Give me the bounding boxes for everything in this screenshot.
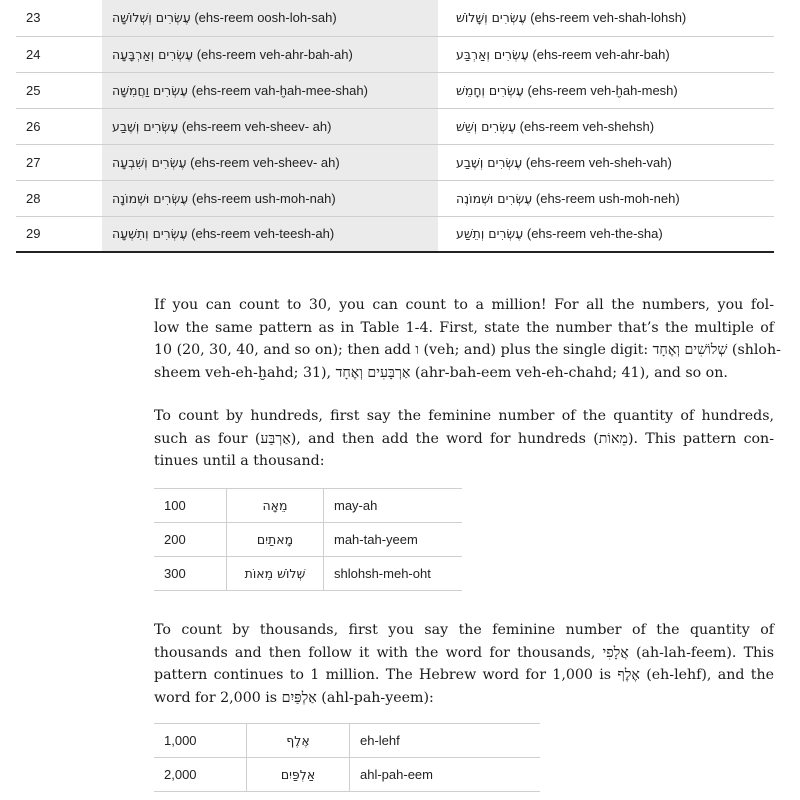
- table-row: [154, 489, 462, 523]
- feminine-cell: [102, 216, 438, 252]
- text-line: 10 (20, 30, 40, and so on); then add ו (veh; and) plus the single digit: שְׁלוֹשִׁים וְאֶחָד (shloh-: [154, 342, 781, 358]
- text-line: If you can count to 30, you can count to a million! For all the numbers, you fol-: [154, 297, 774, 313]
- masculine-cell: [438, 36, 774, 72]
- table-row: [16, 0, 774, 36]
- transliteration-cell: shlohsh-meh-oht: [324, 557, 463, 591]
- hebrew-text: עֶשְׂרִים וְשָׁלוֹשׁ: [456, 10, 527, 26]
- hebrew-text: עֶשְׂרִים וְשְׁלוֹשָׁה: [112, 10, 191, 26]
- hebrew-cell: אֶלֶף: [247, 724, 350, 758]
- number-cell: 24: [16, 36, 102, 72]
- number-cell: 26: [16, 108, 102, 144]
- transliteration: (ehs-reem oosh-loh-sah): [194, 10, 337, 26]
- hebrew-text: עֶשְׂרִים וְתֵשַׁע: [456, 226, 524, 242]
- table-row: [154, 758, 540, 792]
- table-row: [16, 72, 774, 108]
- paragraph-thousands: [154, 619, 774, 709]
- hebrew-text: עֶשְׂרִים וְחָמֵשׁ: [456, 82, 524, 98]
- hebrew-cell: אַלְפַּיִם: [247, 758, 350, 792]
- text-line: low the same pattern as in Table 1-4. First, state the number that’s the multiple of: [154, 319, 774, 336]
- feminine-cell: [102, 72, 438, 108]
- number-cell: 23: [16, 0, 102, 36]
- hebrew-cell: מֵאָה: [227, 489, 324, 523]
- masculine-cell: [438, 144, 774, 180]
- text-line: thousands and then follow it with the word for thousands, אֲלָפִי (ah-lah-feem). This: [154, 644, 774, 661]
- hebrew-text: עֶשְׂרִים וְשֶׁבַע: [112, 118, 179, 134]
- transliteration-cell: mah-tah-yeem: [324, 523, 463, 557]
- table-row: [154, 557, 462, 591]
- table-row: [16, 144, 774, 180]
- table-row: [154, 523, 462, 557]
- number-cell: 29: [16, 216, 102, 252]
- transliteration: (ehs-reem ush-moh-nah): [191, 190, 336, 206]
- masculine-cell: [438, 0, 774, 36]
- masculine-cell: [438, 180, 774, 216]
- number-cell: 100: [154, 489, 227, 523]
- paragraph-hundreds: [154, 405, 774, 473]
- transliteration: (ehs-reem veh-ahr-bah): [532, 46, 670, 62]
- table-row: [16, 180, 774, 216]
- hebrew-text: עֶשְׂרִים וּשְׁמוֹנָה: [112, 190, 189, 206]
- number-cell: 300: [154, 557, 227, 591]
- thousands-table: [154, 723, 540, 792]
- text-line: word for 2,000 is אַלְפַּיִם (ahl-pah-yeem):: [154, 689, 434, 706]
- transliteration: (ehs-reem veh-ahr-bah-ah): [196, 46, 353, 62]
- transliteration: (ehs-reem veh-sheev- ah): [181, 118, 332, 134]
- transliteration: (ehs-reem vah-ḫah-mee-shah): [191, 82, 368, 98]
- feminine-cell: [102, 0, 438, 36]
- transliteration-cell: may-ah: [324, 489, 463, 523]
- hebrew-cell: שְׁלוֹשׁ מֵאוֹת: [227, 557, 324, 591]
- hebrew-text: עֶשְׂרִים וְשִׁבְעָה: [112, 154, 187, 170]
- text-line: To count by hundreds, first say the feminine number of the quantity of hundreds,: [154, 408, 774, 424]
- table-row: [16, 216, 774, 252]
- feminine-cell: [102, 180, 438, 216]
- text-line: tinues until a thousand:: [154, 453, 325, 469]
- transliteration-cell: eh-lehf: [350, 724, 541, 758]
- transliteration: (ehs-reem veh-sheh-vah): [525, 154, 672, 170]
- transliteration: (ehs-reem veh-ḫah-mesh): [527, 82, 678, 98]
- hundreds-table: [154, 488, 462, 591]
- hebrew-text: עֶשְׂרִים וּשְׁמוֹנֶה: [456, 190, 533, 206]
- transliteration: (ehs-reem veh-sheev- ah): [190, 154, 340, 170]
- paragraph-counting-pattern: [154, 294, 781, 384]
- hebrew-cell: מָאתַיִם: [227, 523, 324, 557]
- hebrew-text: עֶשְׂרִים וְאַרְבַּע: [456, 46, 529, 62]
- hebrew-text: עֶשְׂרִים וְשֶׁבַע: [456, 154, 523, 170]
- text-line: pattern continues to 1 million. The Hebrew word for 1,000 is אֶלֶף (eh-lehf), and the: [154, 667, 774, 683]
- transliteration: (ehs-reem veh-shah-lohsh): [530, 10, 687, 26]
- transliteration: (ehs-reem veh-the-sha): [526, 226, 663, 242]
- hebrew-text: עֶשְׂרִים וְתִשְׁעָה: [112, 226, 188, 242]
- transliteration: (ehs-reem veh-teesh-ah): [191, 226, 335, 242]
- feminine-cell: [102, 144, 438, 180]
- text-line: To count by thousands, first you say the feminine number of the quantity of: [154, 622, 774, 638]
- hebrew-text: עֶשְׂרִים וְשֵׁשׁ: [456, 118, 517, 134]
- feminine-cell: [102, 108, 438, 144]
- table-row: [16, 108, 774, 144]
- feminine-cell: [102, 36, 438, 72]
- masculine-cell: [438, 216, 774, 252]
- text-line: such as four (אַרְבַּע), and then add the word for hundreds (מֵאוֹת). This pattern con-: [154, 430, 774, 447]
- hebrew-text: עֶשְׂרִים וְאַרְבָּעָה: [112, 46, 194, 62]
- masculine-cell: [438, 72, 774, 108]
- number-cell: 27: [16, 144, 102, 180]
- transliteration: (ehs-reem ush-moh-neh): [535, 190, 680, 206]
- number-cell: 2,000: [154, 758, 247, 792]
- table-row: [154, 724, 540, 758]
- number-cell: 28: [16, 180, 102, 216]
- number-cell: 1,000: [154, 724, 247, 758]
- text-line: sheem veh-eh-ḫahd; 31), אַרְבָּעִים וְאֶחָד (ahr-bah-eem veh-eh-chahd; 41), and so on.: [154, 364, 728, 381]
- masculine-cell: [438, 108, 774, 144]
- numbers-table: [16, 0, 774, 253]
- table-row: [16, 36, 774, 72]
- number-cell: 25: [16, 72, 102, 108]
- transliteration-cell: ahl-pah-eem: [350, 758, 541, 792]
- transliteration: (ehs-reem veh-shehsh): [519, 118, 655, 134]
- hebrew-text: עֶשְׂרִים וַחֲמִשָּׁה: [112, 82, 189, 98]
- number-cell: 200: [154, 523, 227, 557]
